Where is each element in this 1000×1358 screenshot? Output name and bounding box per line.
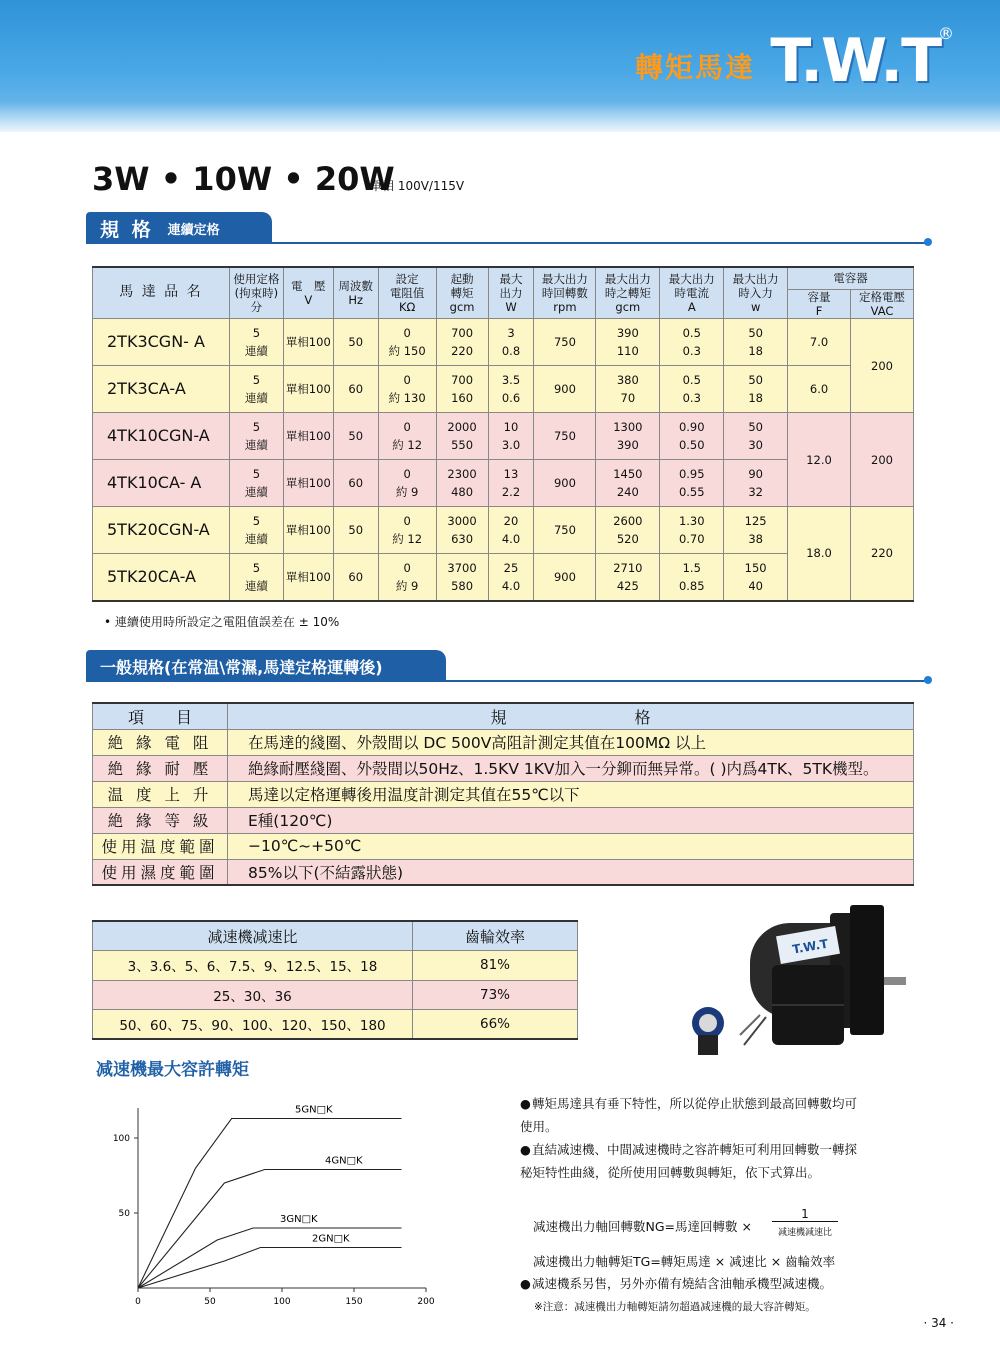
cell-start: 2000 550 (436, 413, 488, 460)
series-line (138, 1248, 402, 1289)
cell-freq: 50 (333, 507, 378, 554)
col-cap: 電容器 (788, 267, 914, 289)
cell-use: 5 連續 (229, 507, 283, 554)
cell-torque: 1300 390 (596, 413, 660, 460)
page-subtitle: 單相 100V/115V (370, 179, 465, 193)
cell-rpm: 900 (534, 460, 596, 507)
page-number: · 34 · (923, 1316, 954, 1330)
formula-1: 减速機出力軸回轉數NG=馬達回轉數 × (533, 1219, 752, 1234)
cell-res: 0 約 130 (378, 366, 436, 413)
cell-input: 125 38 (724, 507, 788, 554)
cell-out: 20 4.0 (488, 507, 534, 554)
model-name: 5TK20CA-A (93, 554, 230, 601)
cell-start: 3000 630 (436, 507, 488, 554)
cell-capV: 200 (851, 319, 914, 413)
cell-volt: 單相100 (283, 507, 333, 554)
page-title: 3W • 10W • 20W (92, 160, 395, 198)
cell-volt: 單相100 (283, 554, 333, 601)
cell-out: 3 0.8 (488, 319, 534, 366)
col-capF: 容量 F (788, 289, 851, 319)
table-row (93, 755, 914, 781)
general-item: 絶 緣 電 阻 (93, 729, 228, 755)
general-item: 使用温度範圍 (93, 833, 228, 859)
cell-curr: 0.5 0.3 (660, 319, 724, 366)
cell-out: 3.5 0.6 (488, 366, 534, 413)
cell-curr: 0.90 0.50 (660, 413, 724, 460)
spec-table (92, 266, 914, 602)
gear-header-ratio: 减速機减速比 (93, 921, 413, 951)
table-row (93, 807, 914, 833)
col-capV: 定格電壓 VAC (851, 289, 914, 319)
cell-start: 2300 480 (436, 460, 488, 507)
model-name: 2TK3CA-A (93, 366, 230, 413)
gear-efficiency: 73% (413, 980, 578, 1010)
col-start: 起動 轉矩 gcm (436, 267, 488, 319)
section-tab-general (86, 650, 446, 682)
series-line (138, 1228, 402, 1288)
section-title: 一般規格(在常温\常濕,馬達定格運轉後) (100, 657, 383, 677)
cell-torque: 390 110 (596, 319, 660, 366)
table-row (93, 980, 578, 1010)
section-dot (924, 238, 932, 246)
general-header-spec: 規 格 (228, 703, 914, 729)
cell-freq: 60 (333, 460, 378, 507)
torque-chart (90, 1088, 440, 1318)
bullet-2: ●直結减速機、中間减速機時之容許轉矩可利用回轉數一轉探秘矩特性曲綫，從所使用回轉數與轉矩，依下式算出。 (520, 1142, 858, 1180)
cell-torque: 2710 425 (596, 554, 660, 601)
gear-ratio: 50、60、75、90、100、120、150、180 (93, 1010, 413, 1040)
cell-torque: 2600 520 (596, 507, 660, 554)
model-name: 5TK20CGN-A (93, 507, 230, 554)
registered-mark: ® (938, 24, 954, 43)
cell-use: 5 連續 (229, 554, 283, 601)
cell-use: 5 連續 (229, 413, 283, 460)
general-value: 馬達以定格運轉後用温度計測定其值在55℃以下 (228, 781, 914, 807)
cell-input: 150 40 (724, 554, 788, 601)
cell-volt: 單相100 (283, 413, 333, 460)
cell-curr: 1.30 0.70 (660, 507, 724, 554)
table-row (93, 781, 914, 807)
model-name: 2TK3CGN- A (93, 319, 230, 366)
model-name: 4TK10CGN-A (93, 413, 230, 460)
cell-capV: 220 (851, 507, 914, 601)
torque-chart-title: 减速機最大容許轉矩 (96, 1060, 249, 1080)
cell-rpm: 750 (534, 413, 596, 460)
cell-input: 50 18 (724, 366, 788, 413)
section-tab-spec (86, 212, 272, 244)
cell-freq: 60 (333, 554, 378, 601)
col-freq: 周波數 Hz (333, 267, 378, 319)
table-row (93, 729, 914, 755)
gear-ratio-table (92, 920, 578, 1040)
cell-start: 700 160 (436, 366, 488, 413)
cell-out: 25 4.0 (488, 554, 534, 601)
series-label: 5GN□K (295, 1104, 333, 1116)
series-label: 3GN□K (280, 1214, 318, 1225)
cell-cap: 12.0 (788, 413, 851, 507)
bullet-1: ●轉矩馬達具有垂下特性，所以從停止狀態到最高回轉數均可使用。 (520, 1096, 858, 1134)
general-value: 在馬達的綫圈、外殼間以 DC 500V高阻計測定其值在100MΩ 以上 (228, 729, 914, 755)
table-row (93, 951, 578, 981)
formula-1-den: 减速機减速比 (777, 1228, 832, 1238)
section-title: 規 格 (100, 218, 154, 241)
series-line (138, 1170, 402, 1289)
series-line (138, 1119, 402, 1289)
cell-use: 5 連續 (229, 319, 283, 366)
cell-input: 50 18 (724, 319, 788, 366)
gear-header-eff: 齒輪效率 (413, 921, 578, 951)
table-row (93, 413, 914, 460)
cell-freq: 50 (333, 319, 378, 366)
cell-curr: 0.95 0.55 (660, 460, 724, 507)
cell-out: 10 3.0 (488, 413, 534, 460)
cell-res: 0 約 150 (378, 319, 436, 366)
cell-capV: 200 (851, 413, 914, 507)
spec-note: • 連續使用時所設定之電阻值誤差在 ± 10% (104, 615, 340, 629)
cell-torque: 380 70 (596, 366, 660, 413)
cell-freq: 60 (333, 366, 378, 413)
general-value: 絶緣耐壓綫圈、外殼間以50Hz、1.5KV 1KV加入一分鉚而無异常。( )内爲4TK、5TK機型。 (228, 755, 914, 781)
cell-res: 0 約 12 (378, 507, 436, 554)
general-item: 絶 緣 耐 壓 (93, 755, 228, 781)
cell-cap: 7.0 (788, 319, 851, 366)
col-rpm: 最大出力 時回轉數 rpm (534, 267, 596, 319)
col-input: 最大出力 時入力 w (724, 267, 788, 319)
svg-text:T.W.T: T.W.T (791, 936, 830, 957)
cell-cap: 6.0 (788, 366, 851, 413)
brand-logo: T.W.T (770, 26, 940, 96)
cell-rpm: 750 (534, 319, 596, 366)
cell-rpm: 750 (534, 507, 596, 554)
general-header-item: 項 目 (93, 703, 228, 729)
col-volt: 電 壓 V (283, 267, 333, 319)
motor-photo (680, 905, 920, 1065)
cell-res: 0 約 9 (378, 460, 436, 507)
y-tick-label: 100 (112, 1134, 130, 1144)
table-row (93, 1010, 578, 1040)
x-tick-label: 50 (204, 1297, 216, 1307)
table-row (93, 833, 914, 859)
cell-cap: 18.0 (788, 507, 851, 601)
series-label: 4GN□K (325, 1155, 363, 1167)
col-res: 設定 電阻值 KΩ (378, 267, 436, 319)
cell-res: 0 約 9 (378, 554, 436, 601)
category-title: 轉矩馬達 (634, 51, 755, 84)
bullet-3: ●减速機系另售，另外亦備有燒結含油軸承機型减速機。 (520, 1276, 833, 1291)
general-value: E種(120℃) (228, 807, 914, 833)
cell-use: 5 連續 (229, 366, 283, 413)
x-tick-label: 200 (417, 1297, 435, 1307)
cell-volt: 單相100 (283, 366, 333, 413)
cell-start: 3700 580 (436, 554, 488, 601)
col-use: 使用定格 (拘束時) 分 (229, 267, 283, 319)
cell-input: 90 32 (724, 460, 788, 507)
cell-torque: 1450 240 (596, 460, 660, 507)
general-value: −10℃~+50℃ (228, 833, 914, 859)
cell-volt: 單相100 (283, 319, 333, 366)
table-row (93, 366, 914, 413)
note-warning: ※注意：减速機出力軸轉矩請勿超過减速機的最大容許轉矩。 (534, 1301, 816, 1313)
cell-volt: 單相100 (283, 460, 333, 507)
gear-efficiency: 81% (413, 951, 578, 981)
cell-rpm: 900 (534, 366, 596, 413)
x-tick-label: 0 (135, 1297, 141, 1307)
col-torque: 最大出力 時之轉矩 gcm (596, 267, 660, 319)
section-rule (86, 680, 928, 682)
cell-rpm: 900 (534, 554, 596, 601)
y-tick-label: 50 (118, 1209, 130, 1219)
cell-curr: 0.5 0.3 (660, 366, 724, 413)
formula-1-num: 1 (772, 1207, 838, 1222)
model-name: 4TK10CA- A (93, 460, 230, 507)
section-subtitle: 連續定格 (167, 222, 220, 238)
general-item: 使用濕度範圍 (93, 859, 228, 885)
general-item: 絶 緣 等 級 (93, 807, 228, 833)
cell-use: 5 連續 (229, 460, 283, 507)
general-item: 温 度 上 升 (93, 781, 228, 807)
general-spec-table (92, 702, 914, 886)
cell-input: 50 30 (724, 413, 788, 460)
table-row (93, 319, 914, 366)
cell-out: 13 2.2 (488, 460, 534, 507)
cell-res: 0 約 12 (378, 413, 436, 460)
series-label: 2GN□K (312, 1233, 350, 1245)
table-row (93, 507, 914, 554)
gear-efficiency: 66% (413, 1010, 578, 1040)
section-rule (86, 242, 928, 244)
col-curr: 最大出力 時電流 A (660, 267, 724, 319)
general-value: 85%以下(不結露狀態) (228, 859, 914, 885)
cell-start: 700 220 (436, 319, 488, 366)
formula-2: 减速機出力軸轉矩TG=轉矩馬達 × 减速比 × 齒輪效率 (533, 1254, 836, 1269)
cell-curr: 1.5 0.85 (660, 554, 724, 601)
gear-ratio: 3、3.6、5、6、7.5、9、12.5、15、18 (93, 951, 413, 981)
x-tick-label: 100 (273, 1297, 291, 1307)
col-name: 馬 達 品 名 (93, 267, 230, 319)
col-maxout: 最大 出力 W (488, 267, 534, 319)
gear-ratio: 25、30、36 (93, 980, 413, 1010)
table-row (93, 859, 914, 885)
section-dot (924, 676, 932, 684)
cell-freq: 50 (333, 413, 378, 460)
x-tick-label: 150 (345, 1297, 363, 1307)
